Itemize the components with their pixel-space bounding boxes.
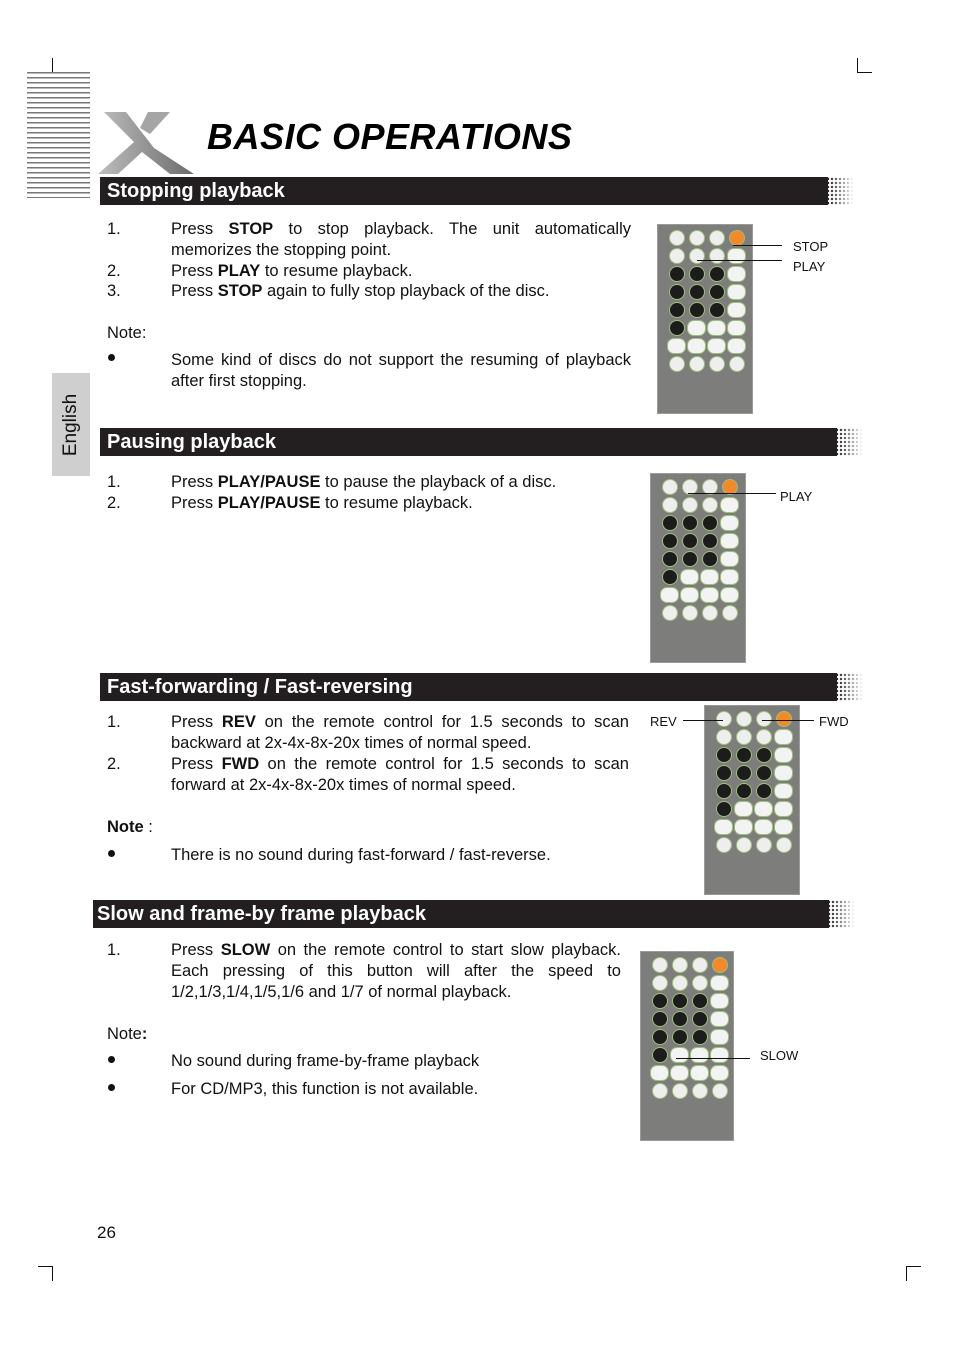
note-label-bold: Note: [107, 818, 144, 836]
remote-button: [717, 802, 731, 816]
remote-button: [681, 570, 698, 584]
remote-button: [757, 766, 771, 780]
remote-button: [711, 1066, 728, 1080]
remote-button: [728, 339, 745, 353]
remote-button: [775, 730, 792, 744]
language-tab-label: English: [60, 393, 81, 456]
bullet-text: No sound during frame-by-frame playback: [171, 1052, 480, 1070]
remote-button: [703, 498, 717, 512]
bullet-text: There is no sound during fast-forward / fast-reverse.: [171, 846, 551, 864]
remote-button: [721, 552, 738, 566]
remote-button: [715, 820, 732, 834]
note-label-text: Note: [107, 1025, 142, 1043]
callout-label-play: PLAY: [793, 259, 826, 274]
remote-button: [673, 994, 687, 1008]
remote-button: [681, 588, 698, 602]
remote-button: [730, 357, 744, 371]
step-text: [171, 493, 631, 514]
note-label: [107, 818, 153, 837]
remote-button: [730, 231, 744, 245]
step-text-post: again to fully stop playback of the disc.: [262, 282, 550, 300]
remote-button: [653, 1030, 667, 1044]
remote-button: [735, 820, 752, 834]
section-heading: Fast-forwarding / Fast-reversing: [107, 676, 413, 698]
crop-mark-top-left: [38, 58, 53, 73]
step-text: [171, 754, 629, 796]
page-title: BASIC OPERATIONS: [207, 116, 573, 157]
callout-line: [697, 260, 782, 261]
remote-button: [653, 1084, 667, 1098]
step-number: 3.: [107, 282, 121, 300]
remote-button: [673, 1012, 687, 1026]
remote-button: [775, 748, 792, 762]
remote-button: [703, 480, 717, 494]
remote-button: [717, 712, 731, 726]
step-text-pre: Press: [171, 941, 221, 959]
remote-button: [717, 838, 731, 852]
remote-button: [691, 1066, 708, 1080]
step-text: [171, 261, 631, 282]
remote-button: [653, 1012, 667, 1026]
remote-control-illustration: [704, 705, 800, 895]
remote-button: [670, 249, 684, 263]
step-key: PLAY/PAUSE: [217, 473, 321, 491]
remote-button: [690, 357, 704, 371]
step-text-post: on the remote control to start slow playback. Each pressing of this button will after the speed to 1/2,1/3,1/4,1/5,1/6 and 1/7 of normal playback.: [171, 941, 621, 1001]
step-number: 1.: [107, 941, 121, 959]
note-label: [107, 1025, 147, 1044]
remote-button: [673, 976, 687, 990]
remote-button: [737, 748, 751, 762]
note-label: Note:: [107, 324, 147, 342]
remote-button: [728, 303, 745, 317]
header-stripe-ornament: [27, 72, 90, 198]
remote-button: [668, 339, 685, 353]
remote-button: [737, 838, 751, 852]
remote-button: [721, 498, 738, 512]
callout-line: [762, 720, 814, 721]
step-key: STOP: [228, 220, 274, 238]
section-header-slow-playback: [93, 900, 829, 928]
remote-button-grid: [715, 712, 789, 852]
section-header-pausing: [100, 428, 837, 456]
remote-button: [663, 552, 677, 566]
remote-button: [723, 606, 737, 620]
step-key: REV: [221, 713, 256, 731]
remote-control-illustration: [650, 473, 746, 663]
remote-button: [711, 1030, 728, 1044]
remote-button: [755, 820, 772, 834]
remote-button: [701, 588, 718, 602]
remote-button: [721, 516, 738, 530]
remote-button: [661, 588, 678, 602]
remote-button: [777, 838, 791, 852]
section-bar-dot-fade: [810, 177, 854, 205]
step-text: [171, 219, 631, 261]
remote-button: [710, 357, 724, 371]
crop-mark-bottom-right: [906, 1266, 921, 1281]
remote-button: [717, 748, 731, 762]
remote-button: [755, 802, 772, 816]
step-text-post: to resume playback.: [260, 262, 413, 280]
callout-label-stop: STOP: [793, 239, 829, 254]
remote-button: [728, 285, 745, 299]
language-tab: [52, 373, 90, 476]
remote-button: [670, 321, 684, 335]
section-bar-dot-fade: [819, 428, 863, 456]
note-label-colon: :: [143, 818, 153, 836]
callout-label-fwd: FWD: [819, 714, 849, 729]
remote-button: [683, 534, 697, 548]
remote-button: [663, 480, 677, 494]
remote-control-illustration: [640, 951, 734, 1141]
remote-button: [690, 267, 704, 281]
remote-button: [757, 784, 771, 798]
step-text-pre: Press: [171, 262, 218, 280]
remote-button: [737, 730, 751, 744]
step-key: SLOW: [220, 941, 271, 959]
remote-button: [713, 1084, 727, 1098]
callout-line: [688, 493, 776, 494]
remote-button: [711, 1048, 728, 1062]
section-header-fast-forward: [100, 673, 837, 701]
section-heading: Slow and frame-by frame playback: [97, 903, 427, 925]
bullet-dot: [108, 1084, 115, 1091]
remote-button: [673, 1030, 687, 1044]
step-text: [171, 281, 631, 302]
remote-button: [757, 730, 771, 744]
step-number: 1.: [107, 220, 121, 238]
callout-label-slow: SLOW: [760, 1048, 799, 1063]
remote-button: [708, 321, 725, 335]
remote-button: [683, 606, 697, 620]
step-text-pre: Press: [171, 713, 222, 731]
callout-label-rev: REV: [650, 714, 677, 729]
remote-button: [757, 712, 771, 726]
remote-button: [703, 516, 717, 530]
remote-button: [683, 552, 697, 566]
bullet-text: For CD/MP3, this function is not available.: [171, 1080, 479, 1098]
remote-button: [653, 1048, 667, 1062]
remote-button: [703, 606, 717, 620]
step-text-pre: Press: [171, 755, 222, 773]
remote-button: [653, 976, 667, 990]
remote-button: [717, 766, 731, 780]
remote-button: [711, 976, 728, 990]
remote-button: [737, 712, 751, 726]
callout-label-play: PLAY: [780, 489, 813, 504]
remote-button: [710, 303, 724, 317]
remote-button: [735, 802, 752, 816]
crop-mark-bottom-left: [38, 1266, 53, 1281]
step-text-post: to resume playback.: [320, 494, 473, 512]
bullet-dot: [108, 850, 115, 857]
remote-button: [711, 994, 728, 1008]
remote-button: [717, 730, 731, 744]
remote-button: [670, 231, 684, 245]
remote-control-illustration: [657, 224, 753, 414]
remote-button: [775, 784, 792, 798]
remote-button: [663, 516, 677, 530]
remote-button: [683, 498, 697, 512]
step-text: [171, 472, 631, 493]
step-key: FWD: [221, 755, 260, 773]
remote-button: [690, 231, 704, 245]
remote-button: [693, 976, 707, 990]
step-text: [171, 712, 629, 754]
remote-button: [721, 570, 738, 584]
remote-button: [693, 1084, 707, 1098]
remote-button: [663, 498, 677, 512]
remote-button: [737, 766, 751, 780]
remote-button: [671, 1048, 688, 1062]
remote-button: [693, 994, 707, 1008]
remote-button: [775, 820, 792, 834]
step-text-pre: Press: [171, 220, 229, 238]
section-heading: Pausing playback: [107, 431, 276, 453]
remote-button: [688, 321, 705, 335]
callout-line: [733, 245, 782, 246]
remote-button: [728, 267, 745, 281]
crop-mark-top-right: [857, 58, 872, 73]
remote-button: [713, 958, 727, 972]
remote-button-grid: [668, 231, 742, 371]
remote-button: [717, 784, 731, 798]
remote-button: [710, 267, 724, 281]
callout-line: [676, 1058, 750, 1059]
remote-button: [670, 357, 684, 371]
remote-button: [683, 516, 697, 530]
step-number: 2.: [107, 494, 121, 512]
remote-button: [691, 1048, 708, 1062]
step-key: PLAY: [217, 262, 261, 280]
remote-button: [651, 1066, 668, 1080]
remote-button: [670, 267, 684, 281]
section-heading: Stopping playback: [107, 180, 285, 202]
remote-button: [721, 588, 738, 602]
section-bar-dot-fade: [819, 673, 863, 701]
remote-button: [673, 958, 687, 972]
remote-button: [653, 994, 667, 1008]
callout-line: [683, 720, 723, 721]
remote-button: [688, 339, 705, 353]
remote-button-grid: [651, 958, 723, 1098]
step-text-pre: Press: [171, 282, 218, 300]
remote-button: [670, 303, 684, 317]
remote-button: [663, 606, 677, 620]
remote-button: [663, 534, 677, 548]
step-number: 1.: [107, 713, 121, 731]
remote-button: [693, 1012, 707, 1026]
remote-button: [777, 712, 791, 726]
step-text-post: to pause the playback of a disc.: [320, 473, 557, 491]
remote-button: [757, 838, 771, 852]
note-label-colon: :: [141, 1025, 148, 1043]
step-key: PLAY/PAUSE: [217, 494, 321, 512]
remote-button: [673, 1084, 687, 1098]
step-number: 2.: [107, 755, 121, 773]
step-text-pre: Press: [171, 494, 218, 512]
step-key: STOP: [217, 282, 263, 300]
step-text-post: on the remote control for 1.5 seconds to scan forward at 2x-4x-8x-20x times of normal speed.: [171, 755, 629, 794]
remote-button: [693, 958, 707, 972]
step-text: [171, 940, 621, 1003]
remote-button: [703, 552, 717, 566]
remote-button: [663, 570, 677, 584]
step-text-post: on the remote control for 1.5 seconds to scan backward at 2x-4x-8x-20x times of normal speed.: [171, 713, 629, 752]
remote-button: [701, 570, 718, 584]
remote-button: [721, 534, 738, 548]
remote-button: [757, 748, 771, 762]
remote-button-grid: [661, 480, 735, 620]
remote-button: [711, 1012, 728, 1026]
step-number: 2.: [107, 262, 121, 280]
remote-button: [775, 766, 792, 780]
section-header-stopping: [100, 177, 828, 205]
remote-button: [653, 958, 667, 972]
step-text-post: to stop playback. The unit automatically memorizes the stopping point.: [171, 220, 631, 259]
step-number: 1.: [107, 473, 121, 491]
remote-button: [690, 285, 704, 299]
remote-button: [723, 480, 737, 494]
bullet-dot: [108, 354, 115, 361]
remote-button: [690, 303, 704, 317]
remote-button: [683, 480, 697, 494]
step-text-pre: Press: [171, 473, 218, 491]
remote-button: [710, 231, 724, 245]
bullet-dot: [108, 1056, 115, 1063]
remote-button: [710, 285, 724, 299]
section-bar-dot-fade: [811, 900, 855, 928]
brand-logo: [96, 108, 200, 178]
page-number: 26: [97, 1223, 116, 1242]
remote-button: [728, 321, 745, 335]
remote-button: [737, 784, 751, 798]
remote-button: [693, 1030, 707, 1044]
remote-button: [671, 1066, 688, 1080]
remote-button: [703, 534, 717, 548]
remote-button: [775, 802, 792, 816]
remote-button: [708, 339, 725, 353]
remote-button: [670, 285, 684, 299]
bullet-text: Some kind of discs do not support the resuming of playback after first stopping.: [171, 351, 631, 390]
